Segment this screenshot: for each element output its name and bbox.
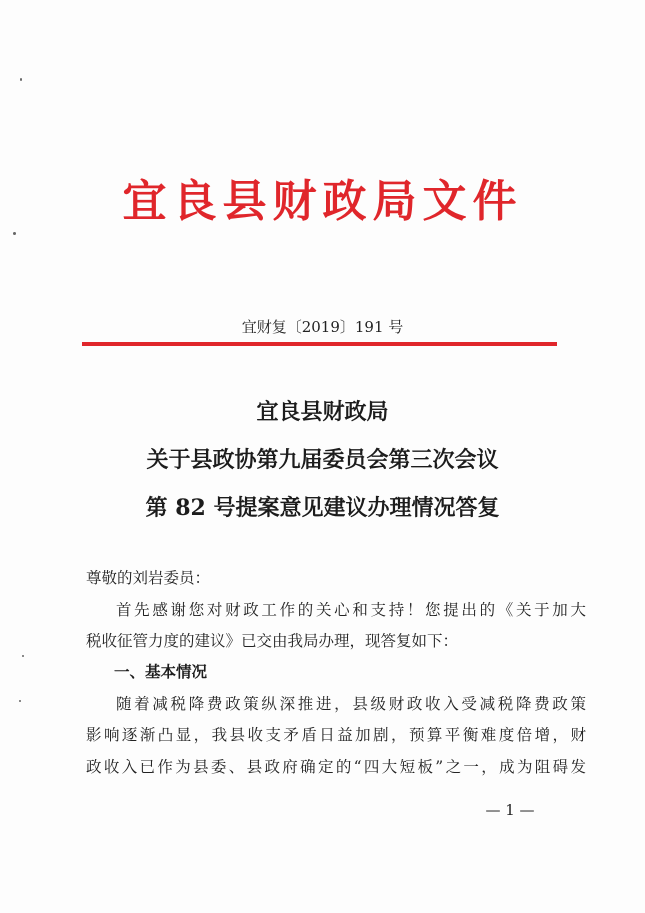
scan-speck bbox=[13, 232, 16, 235]
document-header-title: 宜良县财政局文件 bbox=[122, 176, 523, 227]
paragraph-1-line-2: 税收征管力度的建议》已交由我局办理，现答复如下： bbox=[86, 632, 459, 650]
paragraph-2-line-1: 随着减税降费政策纵深推进，县级财政收入受减税降费政策 bbox=[116, 695, 586, 713]
document-number: 宜财复〔2019〕191 号 bbox=[241, 318, 404, 336]
salutation: 尊敬的刘岩委员： bbox=[86, 569, 211, 587]
scan-speck bbox=[22, 655, 24, 657]
page-number: — 1 — bbox=[485, 801, 535, 819]
paragraph-1-line-1: 首先感谢您对财政工作的关心和支持！您提出的《关于加大 bbox=[116, 601, 586, 619]
subject-line-3: 第 82 号提案意见建议办理情况答复 bbox=[145, 495, 500, 521]
paragraph-2-line-2: 影响逐渐凸显，我县收支矛盾日益加剧，预算平衡难度倍增，财 bbox=[86, 726, 586, 744]
subject-line-1: 宜良县财政局 bbox=[256, 399, 389, 425]
scan-speck bbox=[20, 78, 22, 81]
section-heading-basic-situation: 一、基本情况 bbox=[114, 663, 208, 681]
subject-line-2: 关于县政协第九届委员会第三次会议 bbox=[146, 447, 499, 473]
red-divider-line bbox=[82, 342, 557, 346]
scan-speck bbox=[19, 700, 21, 702]
paragraph-2-line-3: 政收入已作为县委、县政府确定的“四大短板”之一，成为阻碍发 bbox=[86, 758, 586, 776]
